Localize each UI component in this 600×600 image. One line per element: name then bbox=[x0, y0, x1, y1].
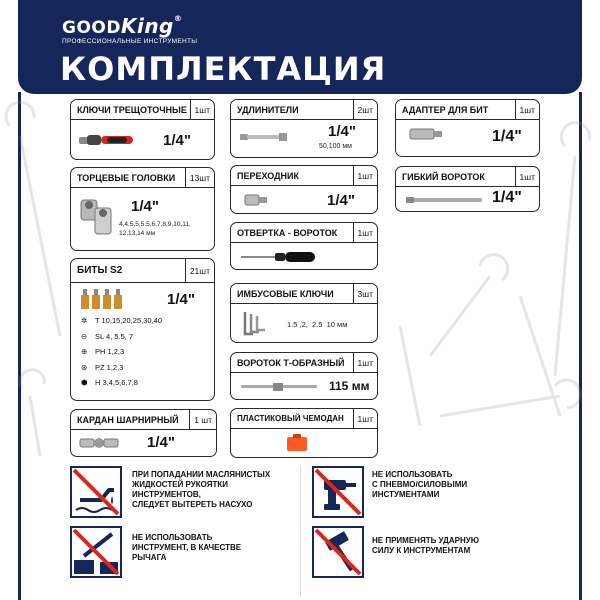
item-title: УДЛИНИТЕЛИ bbox=[237, 105, 299, 115]
warning-text-lever bbox=[132, 533, 241, 563]
bit-types-list bbox=[81, 313, 162, 391]
item-title: ПЕРЕХОДНИК bbox=[237, 171, 300, 181]
warning-line: ПРИ ПОПАДАНИИ МАСЛЯНИСТЫХ bbox=[132, 470, 271, 479]
warning-line: ИНСТРУМЕНТОВ, bbox=[132, 490, 201, 499]
item-title: ТОРЦЕВЫЕ ГОЛОВКИ bbox=[77, 173, 176, 183]
hex-icon: ⬢ bbox=[81, 378, 88, 388]
t-bar-icon bbox=[239, 381, 319, 393]
item-card-hexkeys bbox=[230, 283, 378, 343]
slotted-icon: ⊖ bbox=[81, 331, 88, 341]
warning-line: НЕ ИСПОЛЬЗОВАТЬ bbox=[132, 533, 213, 542]
item-title: КАРДАН ШАРНИРНЫЙ bbox=[77, 415, 179, 425]
warning-line: СЛЕДУЕТ ВЫТЕРЕТЬ НАСУХО bbox=[132, 500, 253, 509]
lever-icon bbox=[70, 526, 122, 578]
pozidriv-icon: ⊛ bbox=[81, 362, 88, 372]
item-note: 50,100 мм bbox=[319, 143, 352, 150]
item-qty: 21шт bbox=[185, 259, 214, 282]
item-size: 1/4" bbox=[131, 198, 159, 215]
warning-line: НЕ ИСПОЛЬЗОВАТЬ bbox=[372, 470, 453, 479]
item-title: БИТЫ S2 bbox=[77, 265, 123, 276]
item-card-adapter bbox=[230, 165, 378, 214]
item-size: 1/4" bbox=[492, 128, 522, 145]
brand-name-part1: GOOD bbox=[62, 18, 121, 38]
item-note bbox=[119, 220, 215, 238]
bit-type-row bbox=[81, 329, 162, 345]
item-qty: 1шт bbox=[190, 100, 214, 119]
brand-subtitle: ПРОФЕССИОНАЛЬНЫЕ ИНСТРУМЕНТЫ bbox=[62, 38, 198, 45]
item-qty: 3шт bbox=[353, 284, 377, 303]
screwdriver-icon bbox=[239, 249, 319, 265]
item-card-tbar bbox=[230, 352, 378, 400]
phillips-icon: ⊕ bbox=[81, 347, 88, 357]
item-qty: 1шт bbox=[353, 166, 377, 185]
bit-type-row bbox=[81, 344, 162, 360]
item-qty: 1шт bbox=[353, 409, 377, 428]
bit-adapter-icon bbox=[408, 126, 444, 142]
item-card-sockets bbox=[70, 167, 215, 251]
item-qty: 1 шт bbox=[189, 410, 216, 429]
item-title: КЛЮЧИ ТРЕЩОТОЧНЫЕ bbox=[77, 105, 187, 115]
bit-type-label: PZ 1,2,3 bbox=[95, 362, 124, 372]
warning-text-power-tools bbox=[372, 470, 467, 500]
sizes-line-2: 12,13,14 мм bbox=[119, 230, 156, 237]
item-qty: 2шт bbox=[353, 100, 377, 119]
item-size: 1/4" bbox=[492, 189, 522, 206]
universal-joint-icon bbox=[79, 436, 119, 450]
item-qty: 13шт bbox=[185, 168, 214, 187]
item-qty: 1шт bbox=[515, 100, 539, 119]
warning-line: С ПНЕВМО/СИЛОВЫМИ bbox=[372, 480, 468, 489]
bit-type-label: PH 1,2,3 bbox=[95, 347, 125, 357]
item-title: АДАПТЕР ДЛЯ БИТ bbox=[402, 105, 489, 115]
bit-type-label: H 3,4,5,6,7,8 bbox=[95, 378, 138, 388]
item-title: ИМБУСОВЫЕ КЛЮЧИ bbox=[237, 289, 334, 299]
item-card-ujoint bbox=[70, 409, 217, 457]
page-title: КОМПЛЕКТАЦИЯ bbox=[60, 50, 387, 88]
warning-line: СИЛУ К ИНСТРУМЕНТАМ bbox=[372, 546, 471, 555]
plastic-case-icon bbox=[285, 433, 309, 453]
adapter-icon bbox=[243, 192, 269, 208]
warning-line: ЖИДКОСТЕЙ РУКОЯТКИ bbox=[132, 480, 229, 489]
item-title: ОТВЕРТКА - ВОРОТОК bbox=[237, 228, 338, 238]
item-qty: 1шт bbox=[353, 353, 377, 372]
bit-type-row bbox=[81, 375, 162, 391]
item-qty: 1шт bbox=[353, 223, 377, 242]
item-card-bits bbox=[70, 258, 215, 401]
item-card-driver bbox=[230, 222, 378, 270]
sizes-line-1: 4,4.5,5,5.5,6,7,8,9,10,11, bbox=[119, 221, 191, 228]
item-qty: 1шт bbox=[515, 167, 539, 186]
item-card-bit-adapter bbox=[395, 99, 540, 157]
item-size: 1/4" bbox=[167, 291, 195, 308]
item-size: 1/4" bbox=[327, 192, 355, 209]
bits-icon bbox=[79, 287, 127, 311]
registered-mark: ® bbox=[173, 14, 183, 23]
item-card-ratchet bbox=[70, 99, 215, 160]
flex-handle-icon bbox=[404, 195, 484, 205]
warning-line: ИНСТУМЕНТАМИ bbox=[372, 490, 440, 499]
item-title: ПЛАСТИКОВЫЙ ЧЕМОДАН bbox=[237, 414, 344, 423]
warning-text-hammer bbox=[372, 536, 479, 556]
brand-logo bbox=[62, 14, 182, 38]
item-size: 1/4" bbox=[328, 123, 356, 140]
warning-line: ИНСТРУМЕНТ, В КАЧЕСТВЕ bbox=[132, 543, 242, 552]
hex-keys-icon bbox=[241, 310, 271, 338]
brand-name-part2: King bbox=[120, 14, 174, 38]
hammer-icon bbox=[312, 526, 364, 578]
header bbox=[0, 0, 600, 96]
item-card-extensions bbox=[230, 99, 378, 158]
item-size: 1/4" bbox=[147, 434, 175, 451]
item-card-flex-handle bbox=[395, 166, 540, 212]
item-title: ГИБКИЙ ВОРОТОК bbox=[402, 172, 485, 182]
warning-line: НЕ ПРИМЕНЯТЬ УДАРНУЮ bbox=[372, 536, 479, 545]
oil-can-icon bbox=[70, 466, 122, 518]
item-size: 1/4" bbox=[163, 132, 191, 149]
warning-text-oil bbox=[132, 470, 270, 510]
warning-line: РЫЧАГА bbox=[132, 553, 167, 562]
item-note: 1.5 ,2, 2.5 10 мм bbox=[287, 320, 348, 329]
item-title: ВОРОТОК Т-ОБРАЗНЫЙ bbox=[237, 358, 345, 368]
bit-type-row bbox=[81, 360, 162, 376]
sockets-icon bbox=[77, 198, 115, 240]
warnings-divider bbox=[300, 466, 301, 596]
power-drill-icon bbox=[312, 466, 364, 518]
bit-type-label: T 10,15,20,25,30,40 bbox=[95, 316, 163, 326]
ratchet-icon bbox=[77, 130, 137, 150]
bit-type-label: SL 4, 5.5, 7 bbox=[95, 331, 134, 341]
bit-type-row bbox=[81, 313, 162, 329]
item-card-case bbox=[230, 408, 378, 458]
torx-icon: ✲ bbox=[81, 316, 88, 326]
item-size: 115 мм bbox=[329, 379, 370, 393]
extensions-icon bbox=[239, 130, 289, 144]
